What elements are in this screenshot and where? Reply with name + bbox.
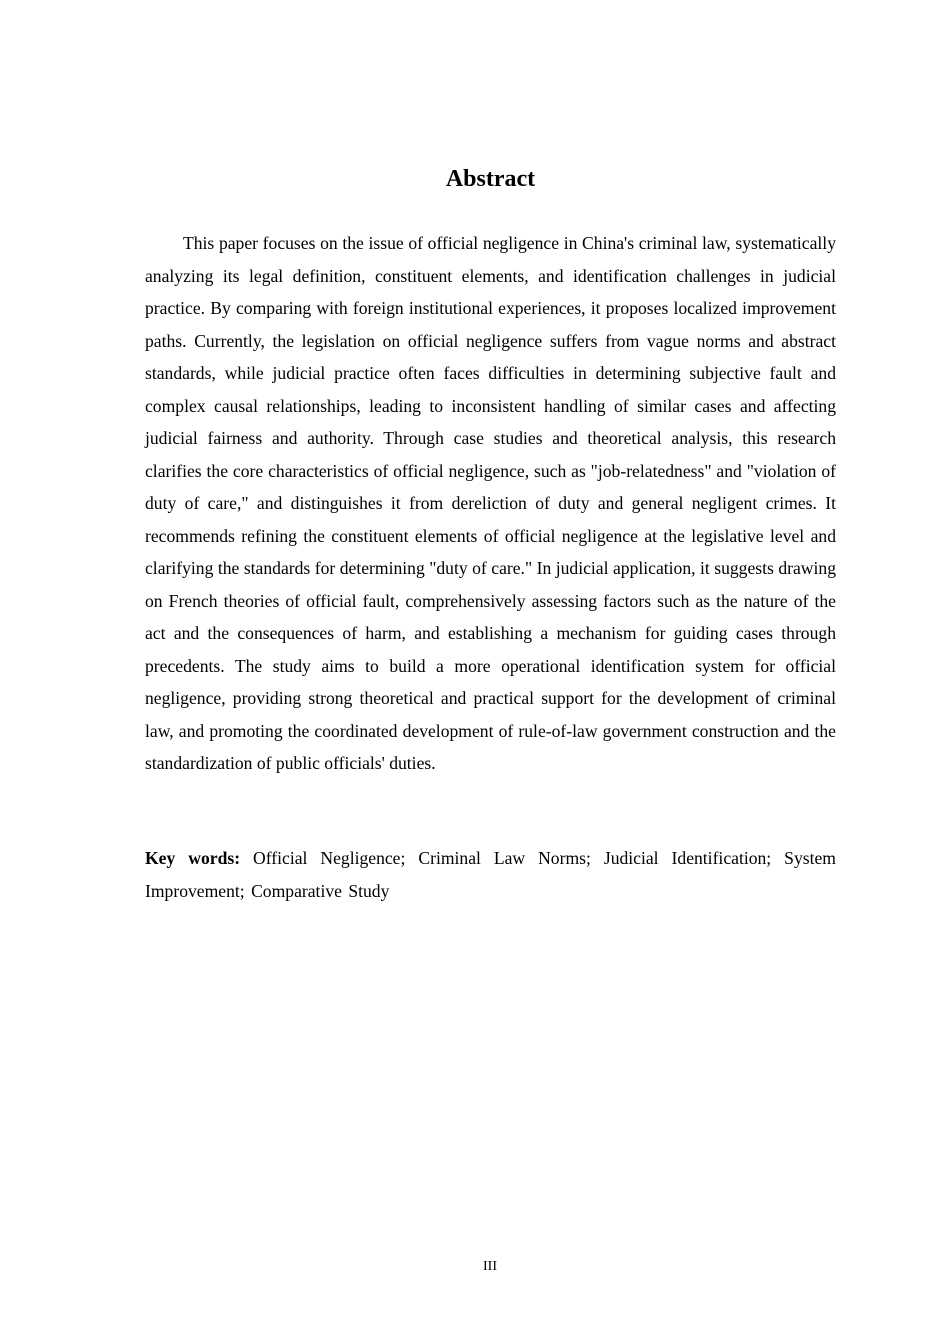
keywords-label: Key words: <box>145 848 241 868</box>
abstract-title: Abstract <box>445 166 536 192</box>
keywords-line <box>145 842 836 907</box>
keywords-text: Official Negligence; Criminal Law Norms; Judicial Identification; System Improvement; Comparative Study <box>145 848 836 901</box>
abstract-body: This paper focuses on the issue of official negligence in China's criminal law, systematically analyzing its legal definition, constituent elements, and identification challenges in judicial practice. By comparing with foreign institutional experiences, it proposes localized improvement paths. Currently, the legislation on official negligence suffers from vague norms and abstract standards, while judicial practice often faces difficulties in determining subjective fault and complex causal relationships, leading to inconsistent handling of similar cases and affecting judicial fairness and authority. Through case studies and theoretical analysis, this research clarifies the core characteristics of official negligence, such as "job-relatedness" and "violation of duty of care," and distinguishes it from dereliction of duty and general negligent crimes. It recommends refining the constituent elements of official negligence at the legislative level and clarifying the standards for determining "duty of care." In judicial application, it suggests drawing on French theories of official fault, comprehensively assessing factors such as the nature of the act and the consequences of harm, and establishing a mechanism for guiding cases through precedents. The study aims to build a more operational identification system for official negligence, providing strong theoretical and practical support for the development of criminal law, and promoting the coordinated development of rule-of-law government construction and the standardization of public officials' duties. <box>145 233 836 773</box>
page-number: III <box>483 1259 497 1274</box>
